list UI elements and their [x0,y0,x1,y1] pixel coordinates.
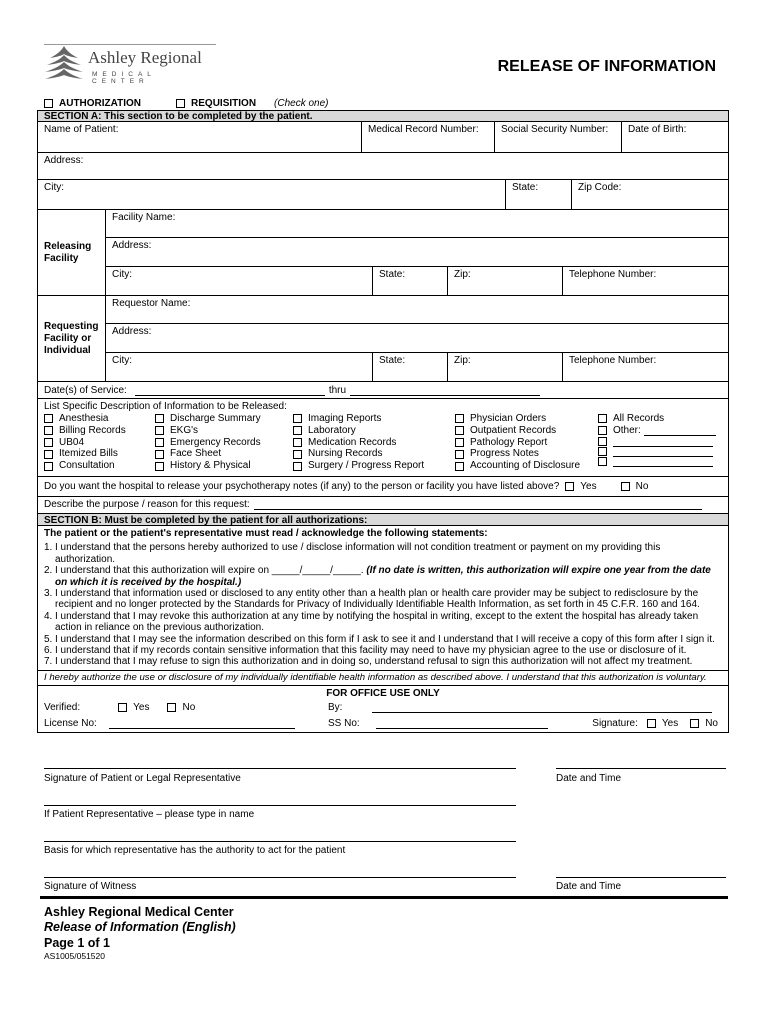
hospital-logo [44,42,219,86]
footer-org: Ashley Regional Medical Center [44,905,234,919]
ss-field[interactable] [376,719,548,729]
releasing-phone-field[interactable] [563,267,728,296]
section-b-statements [38,526,728,671]
requesting-city-label: City: [112,355,132,366]
authority-basis-line[interactable] [44,841,516,842]
info-item-label: Face Sheet [170,448,222,460]
statement-1: 1. I understand that the persons hereby authorized to use / disclose information will not condition treatment or payment on my providing this authorization. [44,542,661,565]
requesting-state-field[interactable] [373,353,448,382]
requesting-phone-field[interactable] [563,353,728,382]
info-item[interactable] [155,425,293,437]
info-col-3 [293,413,455,472]
info-item-checkbox[interactable] [598,426,607,435]
psych-yes-label: Yes [580,480,597,492]
info-item-label: Nursing Records [308,448,383,460]
releasing-name-row [106,210,728,238]
releasing-zip-field[interactable] [448,267,563,296]
info-item[interactable] [155,460,293,472]
info-item[interactable] [455,437,598,449]
info-item[interactable] [44,413,155,425]
info-item-checkbox[interactable] [293,438,302,447]
info-item-label: Medication Records [308,436,397,448]
info-item-checkbox[interactable] [455,450,464,459]
service-start-date-field[interactable] [135,395,325,396]
license-label: License No: [44,717,97,729]
info-item-label: Discharge Summary [170,413,261,424]
patient-signature-line[interactable] [44,768,516,769]
requesting-zip-label: Zip: [454,355,471,366]
authorization-label: AUTHORIZATION [59,97,142,109]
info-item[interactable] [293,460,455,472]
dob-field[interactable] [622,122,728,152]
release-form [37,110,729,733]
representative-name-line[interactable] [44,805,516,806]
info-col-5 [598,413,722,472]
releasing-city-field[interactable] [106,267,373,296]
dates-of-service-row [38,382,728,399]
verified-no-label: No [182,701,196,713]
releasing-city-label: City: [112,269,132,280]
office-signature-label: Signature: [592,717,638,729]
office-use-section [38,686,728,732]
info-item-label: EKG's [170,424,199,436]
logo-subtitle: MEDICAL CENTER [92,71,156,85]
info-item-label: Outpatient Records [470,424,557,436]
info-item-label: Other: [613,424,641,436]
statement-6: 6. I understand that if my records contain sensitive information that this facility may need to have my physician agree to the use or disclosure of it. [44,645,687,657]
requestor-name-field[interactable] [106,296,728,323]
info-item-checkbox[interactable] [155,450,164,459]
page-header [40,40,730,95]
patient-address-row [38,153,728,180]
patient-zip-field[interactable] [572,180,728,209]
authorization-option[interactable] [44,98,141,109]
info-item-checkbox[interactable] [44,426,53,435]
releasing-address-field[interactable] [106,238,728,266]
info-item-label: Progress Notes [470,448,539,460]
patient-address-field[interactable] [38,153,728,179]
requisition-checkbox[interactable] [176,99,185,108]
name-of-patient-label: Name of Patient: [44,124,119,135]
patient-state-label: State: [512,182,539,193]
authorization-statement: I hereby authorize the use or disclosure of my individually identifiable health information as described above. I understand that this authorization is voluntary. [38,671,728,686]
section-a-heading: SECTION A: This section to be completed by the patient. [38,111,728,122]
blank-info-item[interactable] [598,447,722,457]
info-item[interactable] [293,413,455,425]
statement-2: 2. I understand that this authorization will expire on _____/_____/_____. (If no date is written, this authorization will expire one year from the date on which it is received by the hospital.) [44,565,711,588]
dob-label: Date of Birth: [628,124,687,135]
info-item[interactable] [155,437,293,449]
check-one-note: (Check one) [274,97,329,109]
office-use-heading: FOR OFFICE USE ONLY [326,687,440,699]
by-label: By: [328,701,343,713]
requesting-address-label: Address: [112,326,152,337]
info-item-label: Anesthesia [59,413,109,424]
verified-label: Verified: [44,701,81,713]
info-item[interactable] [293,448,455,460]
medical-record-field[interactable] [362,122,495,152]
info-item[interactable] [44,460,155,472]
psych-no-checkbox[interactable] [621,482,630,491]
info-item-checkbox[interactable] [44,414,53,423]
patient-city-label: City: [44,182,64,193]
statement-5: 5. I understand that I may see the information described on this form if I ask to see it and I understand that I will receive a copy of this form after I sign it. [44,633,715,645]
psych-no-label: No [635,480,649,492]
purpose-label: Describe the purpose / reason for this request: [44,498,250,510]
releasing-state-field[interactable] [373,267,448,296]
signature-no-label: No [705,717,718,729]
releasing-facility-label: Releasing Facility [38,210,106,295]
info-item-label: UB04 [59,436,85,448]
verified-yes-checkbox[interactable] [118,703,127,712]
info-item-label: Billing Records [59,424,126,436]
requesting-zip-field[interactable] [448,353,563,382]
representative-name-label: If Patient Representative – please type in name [44,809,255,820]
form-type-row [44,96,329,110]
releasing-facility-name-label: Facility Name: [112,212,176,223]
info-item-checkbox[interactable] [598,414,607,423]
info-item-checkbox[interactable] [155,426,164,435]
requestor-name-row [106,296,728,324]
info-item[interactable] [44,425,155,437]
info-item-checkbox[interactable] [293,414,302,423]
info-item-checkbox[interactable] [455,462,464,471]
witness-signature-line[interactable] [44,877,516,878]
statement-4: 4. I understand that I may revoke this authorization at any time by notifying the hospital in writing, except to the extent the hospital has already taken action in reliance on the previous authorization. [44,610,699,634]
ssn-field[interactable] [495,122,622,152]
info-item-label: Physician Orders [470,413,547,424]
by-field[interactable] [372,703,712,713]
info-item-label: Laboratory [308,424,356,436]
witness-signature-label: Signature of Witness [44,881,137,892]
date-time-line-1[interactable] [556,768,726,769]
psychotherapy-row [38,477,728,497]
service-end-date-field[interactable] [350,395,540,396]
info-col-2 [155,413,293,472]
blank-info-checkbox[interactable] [598,437,607,446]
form-title: RELEASE OF INFORMATION [497,58,716,75]
verified-no-checkbox[interactable] [167,703,176,712]
info-item-label: Surgery / Progress Report [308,460,425,472]
releasing-address-row [106,238,728,267]
blank-info-checkbox[interactable] [598,447,607,456]
releasing-facility-name-field[interactable] [106,210,728,237]
info-item-label: Itemized Bills [59,448,118,460]
info-item[interactable] [598,413,722,425]
info-item[interactable] [44,448,155,460]
requesting-facility-label: Requesting Facility or Individual [38,296,106,381]
info-col-1 [44,413,155,472]
patient-state-field[interactable] [506,180,572,209]
info-item-checkbox[interactable] [44,462,53,471]
requesting-state-label: State: [379,355,406,366]
info-item[interactable] [155,413,293,425]
date-time-label-1: Date and Time [556,773,622,784]
info-item-label: Emergency Records [170,436,261,448]
releasing-facility-group [38,210,728,296]
info-item-label: Accounting of Disclosure [470,460,581,472]
info-item[interactable] [293,437,455,449]
page-footer [40,896,728,961]
requesting-address-row [106,324,728,353]
footer-page-number: Page 1 of 1 [44,936,110,950]
info-item-checkbox[interactable] [155,438,164,447]
requesting-phone-label: Telephone Number: [569,355,657,366]
patient-city-field[interactable] [38,180,506,209]
info-item[interactable] [455,460,598,472]
requestor-name-label: Requestor Name: [112,298,191,309]
patient-row-1 [38,122,728,153]
info-item-label: Consultation [59,460,115,472]
statement-7: 7. I understand that I may refuse to sign this authorization and in doing so, understand refusal to sign this authorization will not affect my treatment. [44,656,693,668]
blank-info-checkbox[interactable] [598,457,607,466]
blank-info-item[interactable] [598,437,722,447]
information-list [38,399,728,477]
info-item-checkbox[interactable] [293,462,302,471]
requesting-address-field[interactable] [106,324,728,352]
info-item-label: All Records [613,413,665,424]
signature-no-checkbox[interactable] [690,719,699,728]
other-field[interactable] [644,426,716,436]
patient-city-row [38,180,728,210]
purpose-row [38,497,728,514]
psychotherapy-question: Do you want the hospital to release your psychotherapy notes (if any) to the person or facility you have listed above? [44,480,560,492]
psych-yes-checkbox[interactable] [565,482,574,491]
info-item[interactable] [455,413,598,425]
authorization-checkbox[interactable] [44,99,53,108]
info-item-checkbox[interactable] [44,438,53,447]
info-item-label: Imaging Reports [308,413,382,424]
info-item[interactable] [455,448,598,460]
verified-yes-label: Yes [133,701,150,713]
info-item[interactable] [44,437,155,449]
signature-yes-label: Yes [661,717,679,729]
info-col-4 [455,413,598,472]
blank-info-item[interactable] [598,457,722,467]
info-item-label: Pathology Report [470,436,548,448]
info-item-label: History & Physical [170,460,251,472]
tree-logo-icon [44,42,84,86]
info-item-checkbox[interactable] [44,450,53,459]
statement-3: 3. I understand that information used or disclosed to any entity other than a health plan or health care provider may be subject to redisclosure by the recipient and no longer protected by the Standards for Privacy of Individually Identifiable Health Information, as set forth in 45 C.F.R. 160 and 164. [44,588,700,611]
blank-info-field[interactable] [613,437,713,447]
releasing-phone-label: Telephone Number: [569,269,657,280]
date-time-line-2[interactable] [556,877,726,878]
footer-form-code: AS1005/051520 [44,951,105,961]
info-item-checkbox[interactable] [293,450,302,459]
license-field[interactable] [109,719,295,729]
thru-label: thru [328,385,347,396]
patient-address-label: Address: [44,155,84,166]
blank-info-field[interactable] [613,457,713,467]
logo-name: Ashley Regional [88,48,202,67]
releasing-zip-label: Zip: [454,269,471,280]
medical-record-label: Medical Record Number: [368,124,479,135]
info-item-checkbox[interactable] [455,438,464,447]
requisition-option[interactable] [176,98,256,109]
info-item[interactable] [155,448,293,460]
info-item[interactable] [455,425,598,437]
requesting-city-row [106,353,728,382]
ss-label: SS No: [328,717,360,729]
dates-of-service-label: Date(s) of Service: [44,385,127,396]
ssn-label: Social Security Number: [501,124,609,135]
info-item-checkbox[interactable] [293,426,302,435]
info-item-checkbox[interactable] [455,426,464,435]
info-item[interactable] [598,425,722,437]
info-item-checkbox[interactable] [455,414,464,423]
patient-zip-label: Zip Code: [578,182,622,193]
releasing-city-row [106,267,728,296]
purpose-field[interactable] [254,509,702,510]
releasing-state-label: State: [379,269,406,280]
patient-signature-label: Signature of Patient or Legal Representative [44,773,241,784]
info-item-checkbox[interactable] [155,462,164,471]
releasing-address-label: Address: [112,240,152,251]
requesting-facility-group [38,296,728,382]
info-item[interactable] [293,425,455,437]
section-b-intro: The patient or the patient's representative must read / acknowledge the following statements: [44,527,488,539]
footer-form-name: Release of Information (English) [44,920,236,934]
requisition-label: REQUISITION [191,97,257,109]
authority-basis-label: Basis for which representative has the authority to act for the patient [44,845,346,856]
requesting-city-field[interactable] [106,353,373,382]
name-of-patient-field[interactable] [38,122,362,152]
section-b-heading: SECTION B: Must be completed by the patient for all authorizations: [38,514,728,526]
info-item-checkbox[interactable] [155,414,164,423]
signature-yes-checkbox[interactable] [647,719,656,728]
date-time-label-2: Date and Time [556,881,622,892]
blank-info-field[interactable] [613,447,713,457]
information-list-heading: List Specific Description of Information to be Released: [44,401,287,412]
